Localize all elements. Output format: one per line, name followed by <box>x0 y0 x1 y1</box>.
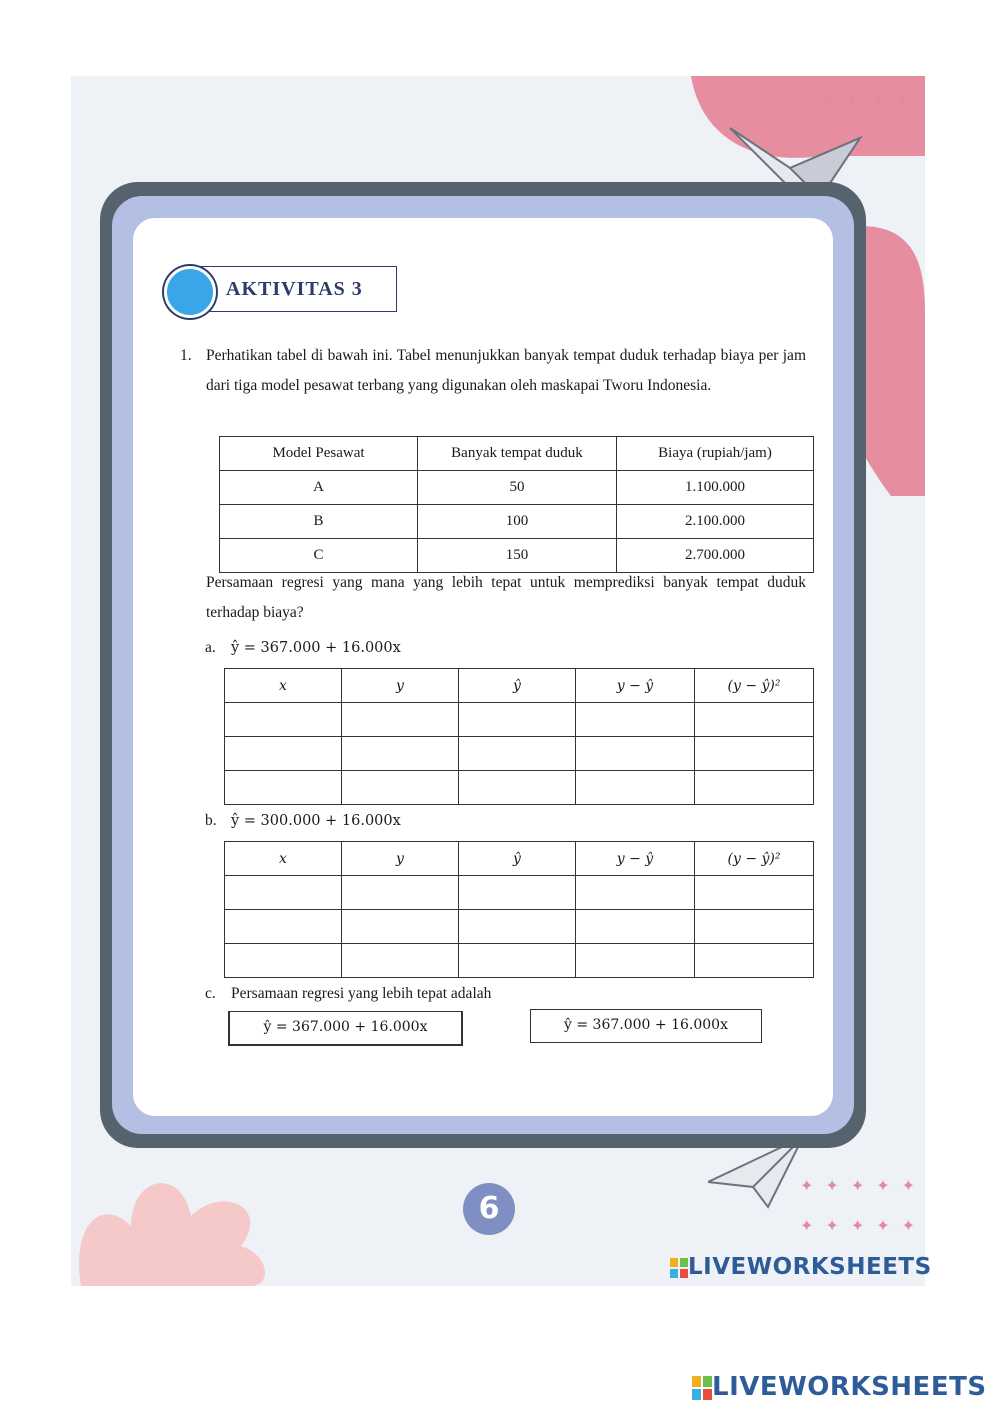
table-row <box>220 505 814 539</box>
part-a-equation: ŷ = 367.000 + 16.000x <box>231 640 401 656</box>
brand-name: LIVEWORKSHEETS <box>712 1372 987 1402</box>
answer-cell[interactable] <box>225 703 342 737</box>
answer-cell[interactable] <box>695 737 814 771</box>
table-header-cell: Banyak tempat duduk <box>418 437 617 471</box>
answer-cell[interactable] <box>576 771 695 805</box>
badge-circle-icon <box>164 266 216 318</box>
answer-cell[interactable] <box>576 910 695 944</box>
answer-cell[interactable] <box>225 876 342 910</box>
table-header-cell: ŷ <box>459 842 576 876</box>
table-header-row <box>225 669 814 703</box>
answer-cell[interactable] <box>459 876 576 910</box>
question-prompt: Persamaan regresi yang mana yang lebih tepat untuk memprediksi banyak tempat duduk terhadap biaya? <box>206 574 806 621</box>
table-header-row <box>220 437 814 471</box>
table-header-row <box>225 842 814 876</box>
table-header-cell: (y − ŷ)² <box>695 842 814 876</box>
answer-cell[interactable] <box>342 876 459 910</box>
table-row <box>225 944 814 978</box>
answer-cell[interactable] <box>225 737 342 771</box>
part-a-label: a. <box>205 639 216 656</box>
brand-logo-icon <box>670 1258 688 1278</box>
answer-cell[interactable] <box>695 876 814 910</box>
answer-cell[interactable] <box>459 771 576 805</box>
part-b-table <box>224 841 814 978</box>
star-decoration-top: ✦✦✦✦ <box>820 92 922 111</box>
part-b-label: b. <box>205 812 217 829</box>
answer-cell[interactable] <box>225 944 342 978</box>
aircraft-table <box>219 436 814 573</box>
table-cell: A <box>220 471 418 505</box>
answer-cell[interactable] <box>459 944 576 978</box>
answer-cell[interactable] <box>576 876 695 910</box>
table-row <box>220 471 814 505</box>
table-header-cell: y <box>342 842 459 876</box>
table-row <box>225 910 814 944</box>
answer-cell[interactable] <box>459 737 576 771</box>
answer-cell[interactable] <box>342 703 459 737</box>
table-header-cell: y <box>342 669 459 703</box>
answer-cell[interactable] <box>342 771 459 805</box>
part-c-label: c. <box>205 985 216 1002</box>
table-header-cell: (y − ŷ)² <box>695 669 814 703</box>
brand-logo-inner <box>670 1254 932 1280</box>
activity-title: AKTIVITAS 3 <box>226 278 363 300</box>
activity-badge <box>160 262 400 314</box>
option-left-button[interactable]: ŷ = 367.000 + 16.000x <box>228 1011 463 1046</box>
part-c-text: Persamaan regresi yang lebih tepat adalah <box>231 985 492 1002</box>
option-right-button[interactable]: ŷ = 367.000 + 16.000x <box>530 1009 762 1043</box>
table-cell: 1.100.000 <box>617 471 814 505</box>
table-cell: 2.100.000 <box>617 505 814 539</box>
answer-cell[interactable] <box>342 910 459 944</box>
table-row <box>225 703 814 737</box>
table-header-cell: y − ŷ <box>576 669 695 703</box>
answer-cell[interactable] <box>342 737 459 771</box>
table-header-cell: Model Pesawat <box>220 437 418 471</box>
table-cell: 50 <box>418 471 617 505</box>
answer-cell[interactable] <box>459 910 576 944</box>
table-header-cell: x <box>225 842 342 876</box>
table-row <box>225 771 814 805</box>
question-number: 1. <box>180 347 192 364</box>
answer-cell[interactable] <box>695 910 814 944</box>
table-header-cell: x <box>225 669 342 703</box>
answer-cell[interactable] <box>576 737 695 771</box>
answer-cell[interactable] <box>695 944 814 978</box>
table-cell: B <box>220 505 418 539</box>
table-header-cell: Biaya (rupiah/jam) <box>617 437 814 471</box>
pink-flower-decoration <box>71 1136 291 1286</box>
answer-cell[interactable] <box>459 703 576 737</box>
part-a-table <box>224 668 814 805</box>
answer-cell[interactable] <box>576 703 695 737</box>
table-cell: 100 <box>418 505 617 539</box>
answer-cell[interactable] <box>576 944 695 978</box>
brand-name: LIVEWORKSHEETS <box>688 1254 932 1280</box>
table-cell: 150 <box>418 539 617 573</box>
table-row <box>225 737 814 771</box>
table-header-cell: ŷ <box>459 669 576 703</box>
answer-cell[interactable] <box>695 703 814 737</box>
star-decoration-bottom-2: ✦✦✦✦✦ <box>800 1216 928 1235</box>
part-b-equation: ŷ = 300.000 + 16.000x <box>231 813 401 829</box>
brand-logo-footer[interactable] <box>692 1372 987 1402</box>
answer-cell[interactable] <box>695 771 814 805</box>
page-number-badge: 6 <box>463 1183 515 1235</box>
table-row <box>225 876 814 910</box>
answer-cell[interactable] <box>342 944 459 978</box>
star-decoration-bottom-1: ✦✦✦✦✦ <box>800 1176 928 1195</box>
table-cell: C <box>220 539 418 573</box>
question-intro: Perhatikan tabel di bawah ini. Tabel menunjukkan banyak tempat duduk terhadap biaya per jam dari tiga model pesawat terbang yang digunakan oleh maskapai Tworu Indonesia. <box>206 347 806 394</box>
brand-logo-icon <box>692 1376 712 1400</box>
answer-cell[interactable] <box>225 910 342 944</box>
answer-cell[interactable] <box>225 771 342 805</box>
table-cell: 2.700.000 <box>617 539 814 573</box>
table-header-cell: y − ŷ <box>576 842 695 876</box>
